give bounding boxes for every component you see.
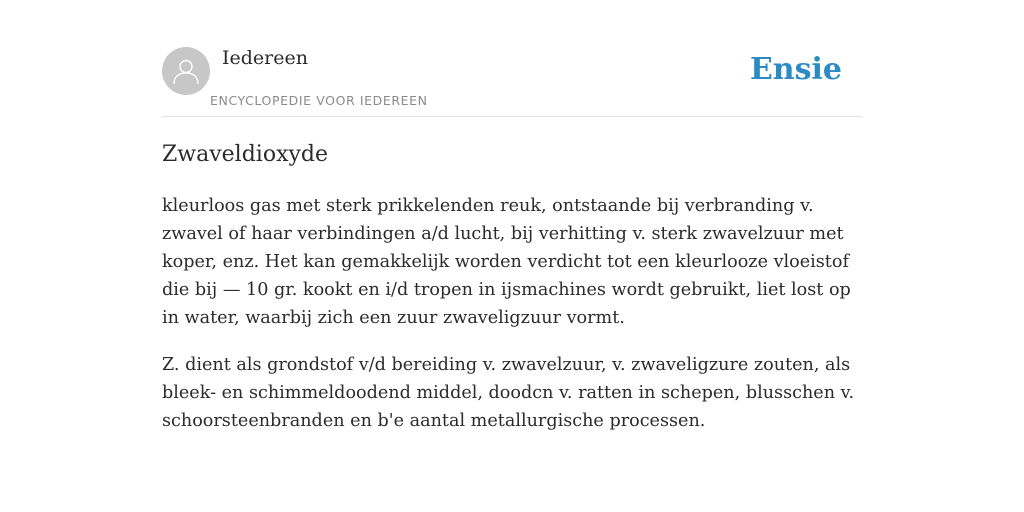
article-header xyxy=(162,0,862,117)
page-title: Zwaveldioxyde xyxy=(162,142,329,167)
avatar[interactable] xyxy=(162,47,210,95)
author-name[interactable]: Iedereen xyxy=(222,47,308,69)
author-subtitle: ENCYCLOPEDIE VOOR IEDEREEN xyxy=(210,93,428,108)
brand-logo[interactable]: Ensie xyxy=(749,52,842,87)
article-body xyxy=(162,192,862,454)
article-paragraph: Z. dient als grondstof v/d bereiding v. zwavelzuur, v. zwaveligzure zouten, als bleek- en schimmeldoodend middel, doodcn v. ratten in schepen, blusschen v. schoorsteenbranden en b'e aantal metallurgische processen. xyxy=(162,355,855,431)
article-paragraph: kleurloos gas met sterk prikkelenden reuk, ontstaande bij verbranding v. zwavel of haar verbindingen a/d lucht, bij verhitting v. sterk zwavelzuur met koper, enz. Het kan gemakkelijk worden verdicht tot een kleurlooze vloeistof die bij — 10 gr. kookt en i/d tropen in ijsmachines wordt gebruikt, liet lost op in water, waarbij zich een zuur zwaveligzuur vormt. xyxy=(162,196,851,328)
article-card xyxy=(162,0,862,512)
user-silhouette-icon xyxy=(171,56,201,86)
